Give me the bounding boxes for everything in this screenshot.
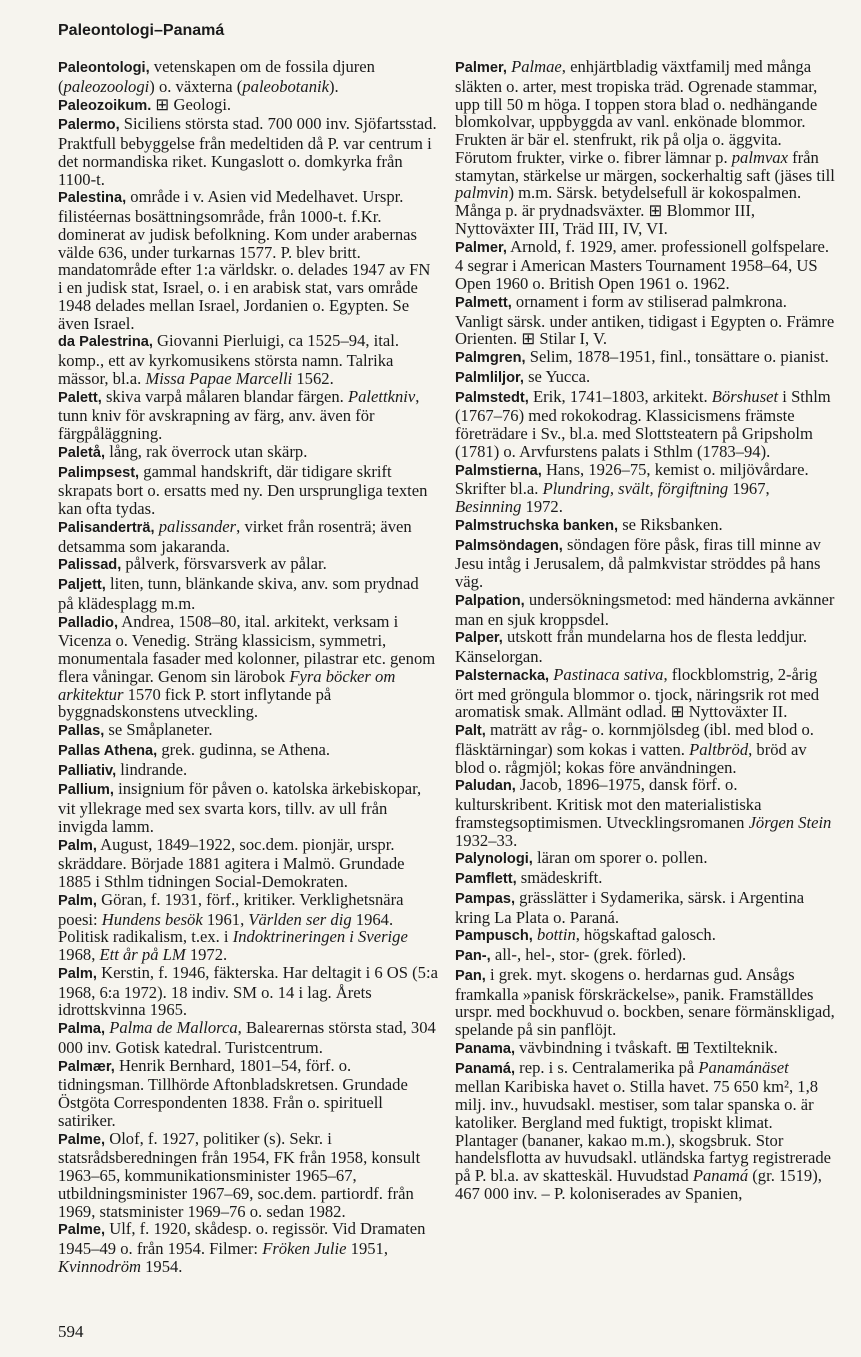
dictionary-entry	[58, 1019, 438, 1057]
dictionary-entry	[58, 721, 438, 741]
dictionary-entry	[58, 836, 438, 891]
dictionary-entry	[455, 628, 835, 666]
entry-text: ornament i form av stiliserad palmkrona. Vanligt särsk. under antiken, tidigast i Egypten o. Främre Orienten. ⊞ Stilar I, V.	[455, 291, 835, 349]
dictionary-entry	[455, 516, 835, 536]
entry-italic-term: bottin	[537, 925, 576, 945]
dictionary-entry	[58, 1057, 438, 1130]
entry-italic-term: Besinning	[455, 497, 522, 516]
entry-italic-term: Fröken Julie	[262, 1239, 347, 1258]
entry-headword: da Palestrina,	[58, 334, 153, 351]
entry-text: 1961,	[202, 909, 249, 929]
entry-text: Erik, 1741–1803, arkitekt.	[528, 386, 712, 406]
entry-headword: Palper,	[455, 630, 503, 647]
entry-text: undersökningsmetod: med händerna avkänner man en sjuk kroppsdel.	[455, 589, 835, 629]
entry-headword: Palme,	[58, 1131, 106, 1148]
entry-text: 1932–33.	[455, 830, 518, 850]
entry-headword: Palpation,	[455, 592, 525, 609]
entry-headword: Pampas,	[455, 890, 516, 907]
dictionary-entry	[455, 721, 835, 776]
entry-text: skiva varpå målaren blandar färgen.	[101, 386, 348, 406]
running-head: Paleontologi–Panamá	[58, 22, 225, 39]
entry-headword: Palm,	[58, 965, 97, 982]
dictionary-entry	[58, 741, 438, 761]
entry-text: 1570 fick P. stort inflytande på byggnadskonstens utveckling.	[58, 684, 332, 722]
entry-italic-term: Indoktrineringen i Sverige	[232, 927, 408, 947]
entry-text: Jacob, 1896–1975, dansk förf. o. kulturskribent. Kritisk mot den materialistiska framstegsoptimismen. Utvecklingsromanen	[455, 775, 762, 832]
entry-headword: Palm,	[58, 837, 97, 854]
dictionary-entry	[455, 348, 835, 368]
entry-text: ) o. växterna (	[149, 76, 243, 96]
entry-text: Hans, 1926–75, kemist o. miljövårdare. Skrifter bl.a.	[455, 459, 809, 499]
entry-text: område i v. Asien vid Medelhavet. Urspr. filistéernas bosättningsområde, från 1000-t. f.Kr. dominerat av judisk befolkning. Kom under arabernas välde 636, under turkarnas 1577. P. blev britt. mandatområde efter 1:a världskr. o. delades 1947 av FN i en judisk stat, Israel, o. i en arabisk stat, vars område 1948 delades mellan Israel, Jordanien o. Egypten. Se även Israel.	[58, 187, 431, 333]
entry-italic-term: Panamá	[692, 1166, 749, 1185]
entry-headword: Palestina,	[58, 190, 127, 207]
dictionary-entry	[58, 761, 438, 781]
entry-headword: Paludan,	[455, 778, 516, 795]
entry-text: August, 1849–1922, soc.dem. pionjär, urspr. skräddare. Började 1881 agitera i Malmö. Grundade 1885 i Sthlm tidningen Social-Demokraten.	[58, 834, 405, 891]
dictionary-entry	[58, 388, 438, 443]
entry-text: insignium för påven o. katolska ärkebiskopar, vit yllekrage med sex svarta kors, tillv. av ull från invigda lamm.	[58, 779, 422, 836]
entry-headword: Palmgren,	[455, 350, 526, 366]
entry-italic-term: Jörgen Stein	[748, 812, 832, 832]
entry-text: smädeskrift.	[516, 868, 603, 887]
entry-headword: Panamá,	[455, 1060, 516, 1077]
dictionary-entry	[455, 869, 835, 889]
entry-text: , Balearernas största stad, 304 000 inv. Gotisk katedral. Turistcentrum.	[58, 1018, 436, 1057]
entry-italic-term: Plundring, svält, förgiftning	[542, 479, 729, 499]
entry-headword: Palmstierna,	[455, 462, 542, 479]
dictionary-entry	[58, 575, 438, 613]
dictionary-entry	[58, 780, 438, 835]
entry-headword: Palisanderträ,	[58, 519, 155, 536]
entry-headword: Palsternacka,	[455, 667, 550, 684]
entry-text: pålverk, försvarsverk av pålar.	[121, 554, 327, 574]
dictionary-entry	[58, 96, 438, 116]
entry-text: Selim, 1878–1951, finl., tonsättare o. pianist.	[525, 347, 829, 366]
entry-italic-term: Panamánäset	[698, 1057, 789, 1077]
dictionary-entry	[58, 613, 438, 722]
entry-italic-term: Palmae	[511, 57, 562, 76]
dictionary-entry	[58, 964, 438, 1019]
entry-text: , virket från rosenträ; även detsamma som jakaranda.	[58, 516, 412, 556]
left-column	[58, 58, 438, 1276]
entry-headword: Palm,	[58, 892, 97, 909]
entry-text: i Sthlm (1767–76) med rokokodrag. Klassicismens främste företrädare i Sv., bl.a. med Slottsteatern på Gripsholm (1781) o. Arvfurstens palats i Sthlm (1783–94).	[455, 386, 831, 461]
entry-text: se Yucca.	[523, 366, 591, 386]
dictionary-entry	[455, 946, 835, 966]
entry-headword: Palmsöndagen,	[455, 537, 563, 554]
entry-headword: Pallium,	[58, 782, 114, 799]
entry-italic-term: paleobotanik	[242, 76, 329, 96]
entry-text: grek. gudinna, se Athena.	[157, 739, 331, 759]
entry-italic-term: Ett år på LM	[99, 945, 186, 964]
entry-text: 1967,	[728, 479, 770, 499]
entry-headword: Paletå,	[58, 444, 106, 461]
dictionary-entry	[58, 518, 438, 556]
entry-text: i grek. myt. skogens o. herdarnas gud. Ansågs framkalla »panisk förskräckelse», panik. Framställdes urspr. med bockhuvud o. bockben, senare förmänskligad, spelande på sin panflöjt.	[455, 964, 835, 1039]
entry-headword: Panama,	[455, 1040, 516, 1057]
entry-text: vetenskapen om de fossila djuren (	[58, 57, 375, 96]
dictionary-entry	[58, 58, 438, 96]
entry-text: ⊞ Geologi.	[151, 94, 232, 114]
dictionary-entry	[58, 555, 438, 575]
entry-headword: Palladio,	[58, 614, 119, 631]
entry-headword: Pan,	[455, 967, 486, 984]
entry-italic-term: Pastinaca sativa	[553, 664, 664, 684]
entry-italic-term: Palettkniv	[347, 386, 416, 406]
dictionary-entry	[58, 332, 438, 387]
entry-italic-term: Hundens besök	[101, 909, 203, 929]
dictionary-entry	[58, 115, 438, 188]
entry-headword: Palermo,	[58, 117, 120, 134]
entry-italic-term: Kvinnodröm	[58, 1256, 141, 1276]
right-column	[455, 58, 835, 1203]
entry-text: Göran, f. 1931, förf., kritiker. Verklighetsnära poesi:	[58, 889, 404, 929]
dictionary-entry	[58, 188, 438, 332]
entry-headword: Palmliljor,	[455, 369, 524, 386]
entry-italic-term: paleozoologi	[63, 76, 150, 96]
entry-text: lindrande.	[116, 759, 188, 779]
dictionary-entry	[455, 238, 835, 293]
entry-text: lång, rak överrock utan skärp.	[105, 441, 308, 461]
entry-text: 1954.	[140, 1256, 183, 1276]
entry-text: se Småplaneter.	[104, 720, 213, 739]
entry-italic-term: palissander	[158, 516, 237, 536]
entry-text: ) m.m. Särsk. betydelsefull är kokospalmen. Många p. är prydnadsväxter. ⊞ Blommor III, Nyttoväxter III, Träd III, IV, VI.	[455, 183, 802, 238]
entry-italic-term: Fyra böcker om arkitektur	[58, 666, 396, 704]
entry-headword: Pan-,	[455, 948, 491, 964]
entry-text: 1562.	[292, 368, 334, 388]
entry-text: se Riksbanken.	[618, 514, 723, 534]
entry-text: , tunn kniv för avskrapning av färg, anv. även för färgpåläggning.	[58, 386, 420, 443]
entry-headword: Paljett,	[58, 577, 106, 593]
dictionary-entry	[455, 966, 835, 1039]
entry-text: (gr. 1519), 467 000 inv. – P. koloniserades av Spanien,	[455, 1166, 822, 1203]
entry-headword: Paleozoikum.	[58, 97, 152, 114]
entry-headword: Palissad,	[58, 557, 122, 574]
entry-text: 1964. Politisk radikalism, t.ex. i	[58, 909, 394, 947]
entry-headword: Pallas,	[58, 723, 105, 739]
entry-headword: Palmer,	[455, 239, 507, 256]
entry-headword: Palmer,	[455, 60, 507, 76]
entry-text: 1972.	[521, 497, 563, 516]
entry-text: vävbindning i tvåskaft. ⊞ Textilteknik.	[515, 1037, 778, 1057]
dictionary-entry	[58, 443, 438, 463]
dictionary-entry	[58, 463, 438, 518]
dictionary-entry	[455, 536, 835, 591]
entry-text: liten, tunn, blänkande skiva, anv. som prydnad på klädesplagg m.m.	[58, 574, 419, 613]
dictionary-entry	[455, 388, 835, 461]
entry-headword: Palett,	[58, 389, 102, 406]
dictionary-entry	[455, 926, 835, 946]
entry-headword: Palmær,	[58, 1058, 115, 1075]
entry-headword: Pallas Athena,	[58, 742, 158, 759]
entry-italic-term: Palma de Mallorca	[109, 1018, 238, 1037]
entry-headword: Pampusch,	[455, 928, 533, 945]
dictionary-entry	[455, 1039, 835, 1059]
dictionary-entry	[58, 891, 438, 964]
entry-text: 1968,	[58, 945, 100, 964]
dictionary-entry	[455, 591, 835, 629]
entry-text: 1951,	[346, 1239, 388, 1258]
dictionary-entry	[455, 461, 835, 516]
dictionary-entry	[455, 368, 835, 388]
entry-headword: Palme,	[58, 1222, 106, 1239]
entry-text: Giovanni Pierluigi, ca 1525–94, ital. komp., ett av kyrkomusikens största namn. Talrika mässor, bl.a.	[58, 331, 400, 388]
entry-headword: Palynologi,	[455, 851, 533, 868]
dictionary-entry	[455, 1059, 835, 1203]
entry-text: Henrik Bernhard, 1801–54, förf. o. tidningsman. Tillhörde Aftonbladskretsen. Grundade Östgöta Correspondenten 1838. Från o. spirituell satiriker.	[58, 1055, 408, 1130]
entry-text: Andrea, 1508–80, ital. arkitekt, verksam i Vicenza o. Venedig. Sträng klassicism, symmetri, monumentala fasader med kolonner, pilastrar etc. genom flera våningar. Genom sin lärobok	[58, 611, 436, 686]
dictionary-entry	[455, 889, 835, 927]
entry-text: ).	[328, 76, 339, 96]
entry-italic-term: Missa Papae Marcelli	[145, 368, 293, 388]
dictionary-entry	[455, 293, 835, 348]
entry-text: från stamytan, stärkelse ur märgen, sockerhaltig saft (jäses till	[455, 147, 835, 185]
entry-italic-term: Börshuset	[711, 386, 779, 406]
dictionary-entry	[455, 666, 835, 721]
entry-text: maträtt av råg- o. kornmjölsdeg (ibl. med blod o. fläsktärningar) som kokas i vatten.	[455, 720, 814, 759]
entry-headword: Palt,	[455, 723, 486, 739]
dictionary-entry	[455, 776, 835, 849]
entry-text: grässlätter i Sydamerika, särsk. i Argentina kring La Plata o. Paraná.	[455, 887, 805, 927]
entry-headword: Palimpsest,	[58, 464, 140, 481]
entry-text: Ulf, f. 1920, skådesp. o. regissör. Vid Dramaten 1945–49 o. från 1954. Filmer:	[58, 1219, 426, 1258]
page-number: 594	[58, 1322, 84, 1341]
entry-text: utskott från mundelarna hos de flesta leddjur. Känselorgan.	[455, 627, 808, 666]
entry-headword: Paleontologi,	[58, 60, 150, 76]
entry-headword: Palma,	[58, 1021, 106, 1037]
entry-headword: Palmett,	[455, 294, 512, 311]
entry-italic-term: palmvax	[731, 147, 788, 167]
entry-headword: Pamflett,	[455, 871, 517, 887]
entry-headword: Palmstedt,	[455, 389, 529, 406]
entry-text: Siciliens största stad. 700 000 inv. Sjöfartsstad. Praktfull bebyggelse från medeltiden då P. var centrum i det normandiska riket. Kungaslott o. domkyrka från 1100-t.	[58, 114, 437, 189]
entry-text: , flockblomstrig, 2-årig ört med gröngula blommor o. tjock, näringsrik rot med aromatisk smak. Allmänt odlad. ⊞ Nyttoväxter II.	[455, 664, 820, 722]
dictionary-entry	[58, 1130, 438, 1221]
entry-headword: Palmstruchska banken,	[455, 517, 619, 534]
entry-text: läran om sporer o. pollen.	[532, 848, 708, 868]
entry-text: , bröd av blod o. rågmjöl; kokas före användningen.	[455, 739, 807, 777]
entry-text: gammal handskrift, där tidigare skrift skrapats bort o. ersatts med ny. Den ursprungliga texten kan ofta tydas.	[58, 461, 428, 518]
entry-italic-term: Paltbröd	[689, 739, 749, 759]
entry-text: Olof, f. 1927, politiker (s). Sekr. i statsrådsberedningen från 1954, FK från 1958, konsult 1963–65, kommunikationsminister 1965–67, utbildningsminister 1967–69, soc.dem. partiordf. från 1969, statsminister 1969–76 o. sedan 1982.	[58, 1128, 421, 1221]
entry-text: rep. i s. Centralamerika på	[515, 1057, 699, 1077]
entry-italic-term: Världen ser dig	[248, 909, 352, 929]
entry-text: mellan Karibiska havet o. Stilla havet. 75 650 km², 1,8 milj. inv., huvudsakl. mestiser, som talar spanska o. är katoliker. Bergland med fuktigt, tropiskt klimat. Plantager (bananer, kakao m.m.), skogsbruk. Stor handelsflotta av huvudsakl. utländska fartyg registrerade på P. bl.a. av skatteskäl. Huvudstad	[455, 1077, 832, 1185]
entry-text: all-, hel-, stor- (grek. förled).	[490, 945, 687, 964]
entry-text: söndagen före påsk, firas till minne av Jesu intåg i Jerusalem, då palmkvistar ströddes på hans väg.	[455, 534, 821, 591]
dictionary-entry	[455, 58, 835, 238]
entry-text: , enhjärtbladig växtfamilj med många släkten o. arter, mest tropiska träd. Ogrenade stammar, upp till 50 m höga. I toppen stora blad o. nedhängande blomkolvar, uppbyggda av vanl. enkönade blommor. Frukten är bär el. stenfrukt, rik på olja o. äggvita. Förutom frukter, virke o. fibrer lämnar p.	[455, 57, 818, 167]
entry-headword: Palliativ,	[58, 762, 117, 779]
entry-text: Arnold, f. 1929, amer. professionell golfspelare. 4 segrar i American Masters Tournament 1958–64, US Open 1960 o. British Open 1961 o. 1962.	[455, 236, 830, 293]
entry-italic-term: palmvin	[455, 183, 509, 203]
entry-text: 1972.	[185, 945, 228, 964]
entry-text: Kerstin, f. 1946, fäkterska. Har deltagit i 6 OS (5:a 1968, 6:a 1972). 18 indiv. SM o. 14 i lag. Årets idrottskvinna 1965.	[58, 962, 438, 1020]
dictionary-entry	[58, 1220, 438, 1275]
dictionary-entry	[455, 849, 835, 869]
entry-text: , högskaftad galosch.	[575, 925, 716, 945]
